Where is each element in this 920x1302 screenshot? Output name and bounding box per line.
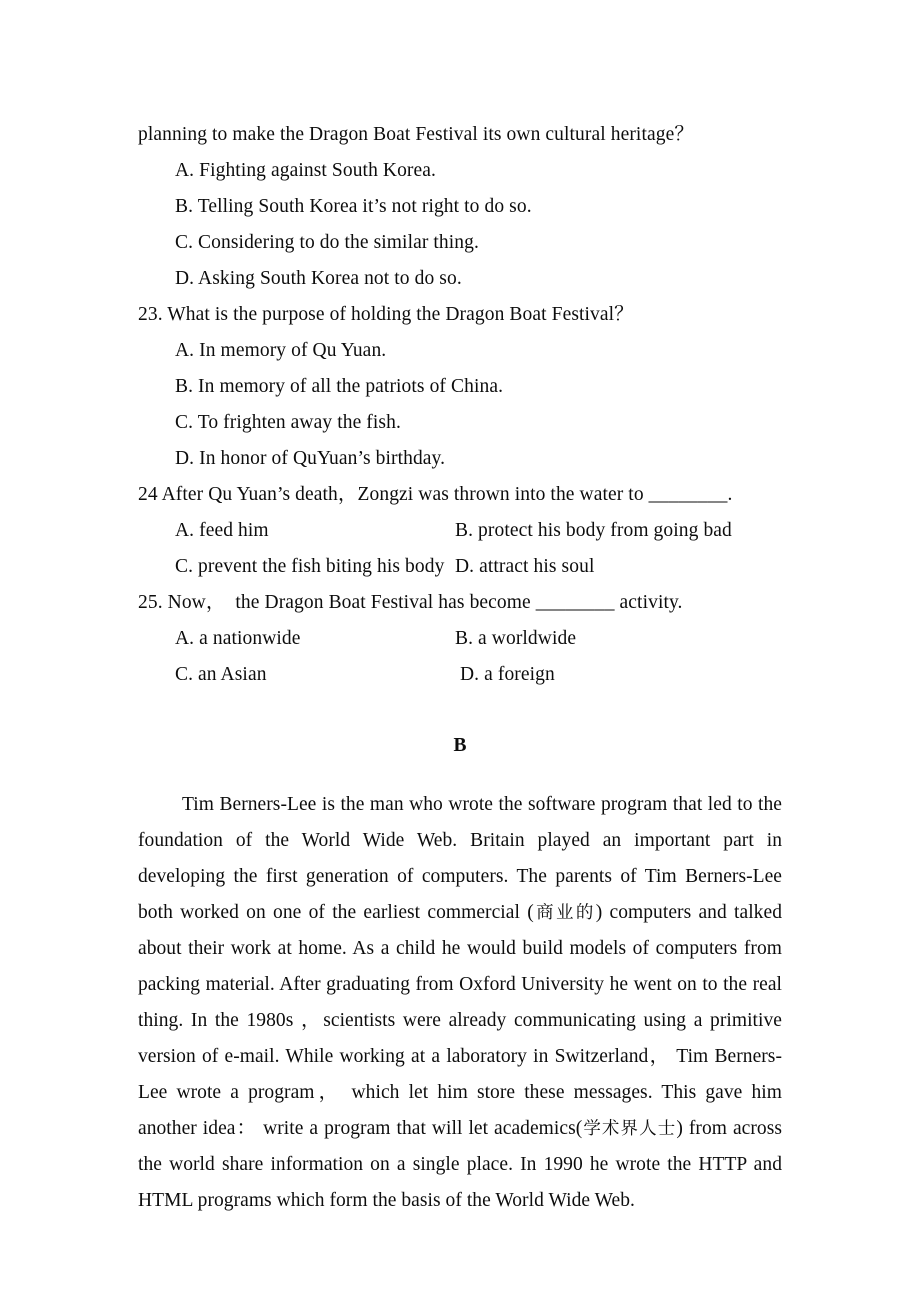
question-24-block xyxy=(138,477,782,585)
question-22-option-d[interactable]: D. Asking South Korea not to do so. xyxy=(175,268,462,289)
question-23-option-c[interactable]: C. To frighten away the fish. xyxy=(175,412,401,433)
section-heading-b xyxy=(138,731,782,761)
question-22-block xyxy=(138,117,782,297)
passage-text-part-3: ) from across the world share information on a single place. In 1990 he wrote the HTTP and HTML programs which form the basis of the World Wide Web. xyxy=(138,1117,783,1211)
question-25-option-row-2 xyxy=(138,657,782,693)
question-23-stem: 23. What is the purpose of holding the Dragon Boat Festival？ xyxy=(138,304,634,325)
question-24-stem: 24 After Qu Yuan’s death，Zongzi was thrown into the water to ________. xyxy=(138,484,733,505)
question-25-stem: 25. Now， the Dragon Boat Festival has become ________ activity. xyxy=(138,592,683,613)
question-24-option-a[interactable]: A. feed him xyxy=(175,520,269,541)
question-22-option-c[interactable]: C. Considering to do the similar thing. xyxy=(175,232,479,253)
question-25-option-d[interactable]: D. a foreign xyxy=(460,664,555,685)
passage-paragraph xyxy=(138,787,782,1219)
question-23-option-d[interactable]: D. In honor of QuYuan’s birthday. xyxy=(175,448,446,469)
question-23-option-a[interactable]: A. In memory of Qu Yuan. xyxy=(175,340,387,361)
reading-passage-b xyxy=(138,767,782,1238)
question-23-option-b[interactable]: B. In memory of all the patriots of China. xyxy=(175,376,504,397)
question-25-option-a[interactable]: A. a nationwide xyxy=(175,628,301,649)
question-24-option-c[interactable]: C. prevent the fish biting his body xyxy=(175,556,445,577)
question-24-option-row-2 xyxy=(138,549,782,585)
question-23-block xyxy=(138,297,782,477)
question-22-option-a[interactable]: A. Fighting against South Korea. xyxy=(175,160,437,181)
question-24-option-d[interactable]: D. attract his soul xyxy=(455,556,595,577)
question-24-option-row-1 xyxy=(138,513,782,549)
section-label: B xyxy=(453,735,467,756)
question-25-block xyxy=(138,585,782,693)
question-25-option-c[interactable]: C. an Asian xyxy=(175,664,267,685)
passage-text-part-2: ) computers and talked about their work at home. As a child he would build models of computers from packing material. After graduating from Oxford University he went on to the real thing. In the 1980s ，scientists were already communicating using a primitive version of e-mail. While working at a laboratory in Switzerland， Tim Berners-Lee wrote a program， which let him store these messages. This gave him another idea： write a program that will let academics( xyxy=(138,901,782,1139)
passage-text-part-1: Tim Berners-Lee is the man who wrote the software program that led to the foundation of the World Wide Web. Britain played an important part in developing the first generation of computers. The parents of Tim Berners-Lee both worked on one of the earliest commercial ( xyxy=(138,793,782,923)
question-24-option-b[interactable]: B. protect his body from going bad xyxy=(455,520,732,541)
question-22-stem: planning to make the Dragon Boat Festival its own cultural heritage？ xyxy=(138,124,694,145)
question-25-option-row-1 xyxy=(138,621,782,657)
passage-gloss-commercial: 商业的 xyxy=(533,902,596,923)
passage-gloss-academics: 学术界人士 xyxy=(582,1118,677,1139)
question-22-option-b[interactable]: B. Telling South Korea it’s not right to do so. xyxy=(175,196,532,217)
question-25-option-b[interactable]: B. a worldwide xyxy=(455,628,577,649)
